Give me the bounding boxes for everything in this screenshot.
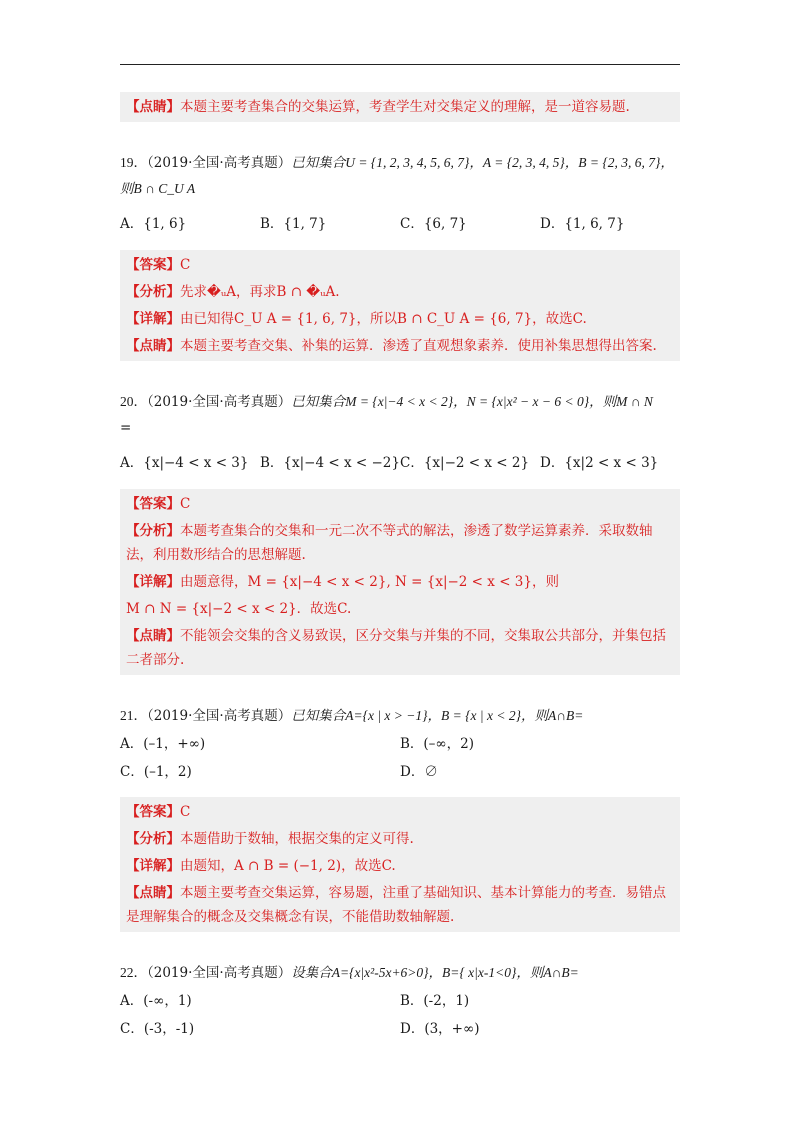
remark-text: 本题主要考查交集运算，容易题，注重了基础知识、基本计算能力的考查．易错点是理解集合的概念及交集概念有误，不能借助数轴解题. <box>126 885 666 925</box>
option-a: A．(-∞，1) <box>120 993 192 1009</box>
analysis-line <box>126 827 674 851</box>
question-stem <box>120 150 680 176</box>
solution-box-21 <box>120 797 680 932</box>
analysis-text: 先求�ᵤA，再求B ∩ �ᵤA. <box>180 284 340 300</box>
header-rule <box>120 64 680 65</box>
detail-line <box>126 307 674 331</box>
analysis-label: 【分析】 <box>126 284 180 300</box>
detail-line <box>126 854 674 878</box>
detail-line <box>126 597 674 621</box>
detail-label: 【详解】 <box>126 858 180 874</box>
option-c: C．(-3，-1) <box>120 1021 195 1037</box>
remark-label: 【点睛】 <box>126 885 180 901</box>
analysis-label: 【分析】 <box>126 523 180 539</box>
analysis-line <box>126 519 674 567</box>
remark-line <box>126 334 674 358</box>
question-stem <box>120 703 680 729</box>
option-d: D．(3，+∞) <box>400 1021 480 1037</box>
stem-line: 已知集合A={x | x > −1}，B = {x | x < 2}，则A∩B= <box>291 708 584 723</box>
answer-text: C <box>180 804 191 820</box>
stem-line: 已知集合M = {x|−4 < x < 2}，N = {x|x² − x − 6 < 0}，则M ∩ N <box>291 394 653 409</box>
remark-text: 本题主要考查交集、补集的运算．渗透了直观想象素养．使用补集思想得出答案. <box>180 338 657 354</box>
option-c: C．{x|−2 < x < 2} <box>400 455 530 471</box>
question-source: （2019·全国·高考真题） <box>147 708 292 724</box>
answer-text: C <box>180 496 191 512</box>
option-c: C．(–1，2) <box>120 764 192 780</box>
option-b: B．{x|−4 < x < −2} <box>260 455 400 471</box>
option-d: D．{x|2 < x < 3} <box>540 455 659 471</box>
stem-line: 已知集合U = {1, 2, 3, 4, 5, 6, 7}，A = {2, 3, 4, 5}，B = {2, 3, 6, 7}， <box>291 155 674 170</box>
question-number: 22． <box>120 965 147 980</box>
question-20 <box>120 389 680 475</box>
remark-text: 本题主要考查集合的交集运算，考查学生对交集定义的理解，是一道容易题. <box>180 99 630 115</box>
question-22 <box>120 960 680 1040</box>
detail-line <box>126 570 674 594</box>
option-d: D．{1, 6, 7} <box>540 216 625 232</box>
question-source: （2019·全国·高考真题） <box>147 965 292 981</box>
question-stem <box>120 960 680 986</box>
option-a: A．{1, 6} <box>120 216 187 232</box>
stem-line: 则B ∩ C_U A <box>120 181 196 196</box>
solution-box-20 <box>120 489 680 675</box>
detail-label: 【详解】 <box>126 311 180 327</box>
question-number: 20． <box>120 394 147 409</box>
analysis-label: 【分析】 <box>126 831 180 847</box>
answer-line <box>126 253 674 277</box>
detail-label: 【详解】 <box>126 574 180 590</box>
solution-box-19 <box>120 250 680 361</box>
option-b: B．{1, 7} <box>260 216 327 232</box>
stem-line: = <box>120 420 132 436</box>
analysis-text: 本题考查集合的交集和一元二次不等式的解法，渗透了数学运算素养．采取数轴法，利用数形结合的思想解题. <box>126 523 653 563</box>
remark-line <box>126 881 674 929</box>
options-row <box>120 451 680 475</box>
detail-text: 由已知得C_U A = {1, 6, 7}，所以B ∩ C_U A = {6, 7}，故选C. <box>180 311 587 327</box>
option-a: A．{x|−4 < x < 3} <box>120 455 249 471</box>
option-b: B．(–∞，2) <box>400 736 475 752</box>
question-stem <box>120 389 680 415</box>
analysis-text: 本题借助于数轴，根据交集的定义可得. <box>180 831 414 847</box>
prev-remark-box <box>120 92 680 122</box>
answer-text: C <box>180 257 191 273</box>
answer-line <box>126 492 674 516</box>
option-b: B．(-2，1) <box>400 993 470 1009</box>
options-grid <box>120 990 680 1040</box>
option-c: C．{6, 7} <box>400 216 467 232</box>
remark-line <box>126 95 674 119</box>
question-21 <box>120 703 680 783</box>
remark-line <box>126 624 674 672</box>
detail-text: 由题意得，M = {x|−4 < x < 2}, N = {x|−2 < x < 3}，则 <box>180 574 559 590</box>
remark-label: 【点睛】 <box>126 628 180 644</box>
remark-label: 【点睛】 <box>126 99 180 115</box>
question-19 <box>120 150 680 236</box>
answer-line <box>126 800 674 824</box>
detail-text: M ∩ N = {x|−2 < x < 2}．故选C. <box>126 601 352 617</box>
answer-label: 【答案】 <box>126 257 180 273</box>
question-source: （2019·全国·高考真题） <box>147 155 292 171</box>
answer-label: 【答案】 <box>126 804 180 820</box>
document-body <box>120 92 680 1054</box>
detail-text: 由题知，A ∩ B = (−1, 2)，故选C. <box>180 858 396 874</box>
question-number: 21． <box>120 708 147 723</box>
remark-label: 【点睛】 <box>126 338 180 354</box>
remark-text: 不能领会交集的含义易致误，区分交集与并集的不同，交集取公共部分，并集包括二者部分. <box>126 628 666 668</box>
option-a: A．(–1，+∞) <box>120 736 206 752</box>
answer-label: 【答案】 <box>126 496 180 512</box>
question-source: （2019·全国·高考真题） <box>147 394 292 410</box>
analysis-line <box>126 280 674 304</box>
question-number: 19． <box>120 155 147 170</box>
options-row <box>120 212 680 236</box>
stem-line: 设集合A={x|x²-5x+6>0}，B={ x|x-1<0}，则A∩B= <box>291 965 579 980</box>
option-d: D．∅ <box>400 764 438 780</box>
options-grid <box>120 733 680 783</box>
